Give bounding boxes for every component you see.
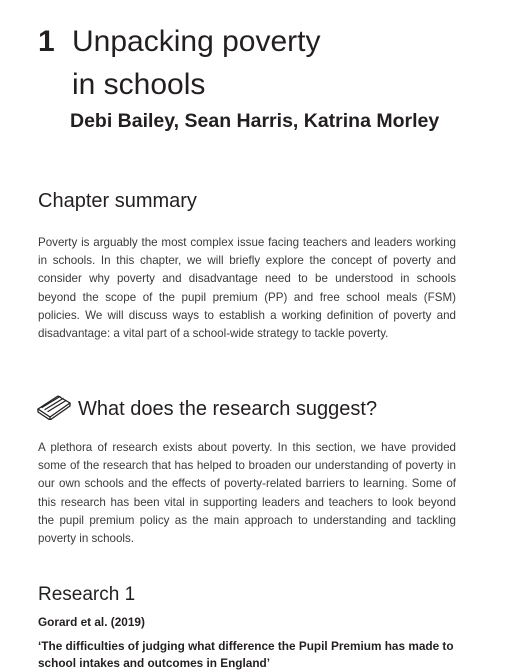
research-1-heading: Research 1: [38, 584, 136, 605]
research-1-paper-title: ‘The difficulties of judging what difference the Pupil Premium has made to school intakes and outcomes in England’: [38, 639, 454, 670]
chapter-title: [38, 20, 478, 106]
open-book-icon: [36, 394, 72, 425]
chapter-title-text-1: Unpacking poverty: [72, 25, 321, 58]
chapter-title-text-2: in schools: [72, 68, 206, 101]
chapter-number: 1: [38, 25, 55, 58]
chapter-title-line-2: [38, 63, 478, 106]
research-section-heading: [36, 394, 377, 425]
chapter-title-line-1: [38, 20, 478, 63]
research-1-citation: Gorard et al. (2019): [38, 615, 145, 629]
research-section-title: What does the research suggest?: [78, 398, 378, 420]
research-section-text: A plethora of research exists about poverty. In this section, we have provided some of the research that has helped to broaden our understanding of poverty in our own schools and the effects of poverty-related barriers to learning. Some of this research has been vital in supporting leaders and teachers to look beyond the pupil premium policy as the main approach to understanding and tackling poverty in schools.: [38, 441, 456, 546]
chapter-summary-text: Poverty is arguably the most complex issue facing teachers and leaders working in schools. In this chapter, we will briefly explore the concept of poverty and consider why poverty and disadvantage need to be understood in schools beyond the scope of the pupil premium (PP) and free school meals (FSM) policies. We will discuss ways to establish a working definition of poverty and disadvantage: a vital part of a school-wide strategy to tackle poverty.: [38, 236, 456, 341]
chapter-authors: Debi Bailey, Sean Harris, Katrina Morley: [70, 110, 440, 132]
chapter-summary-heading: Chapter summary: [38, 190, 197, 212]
